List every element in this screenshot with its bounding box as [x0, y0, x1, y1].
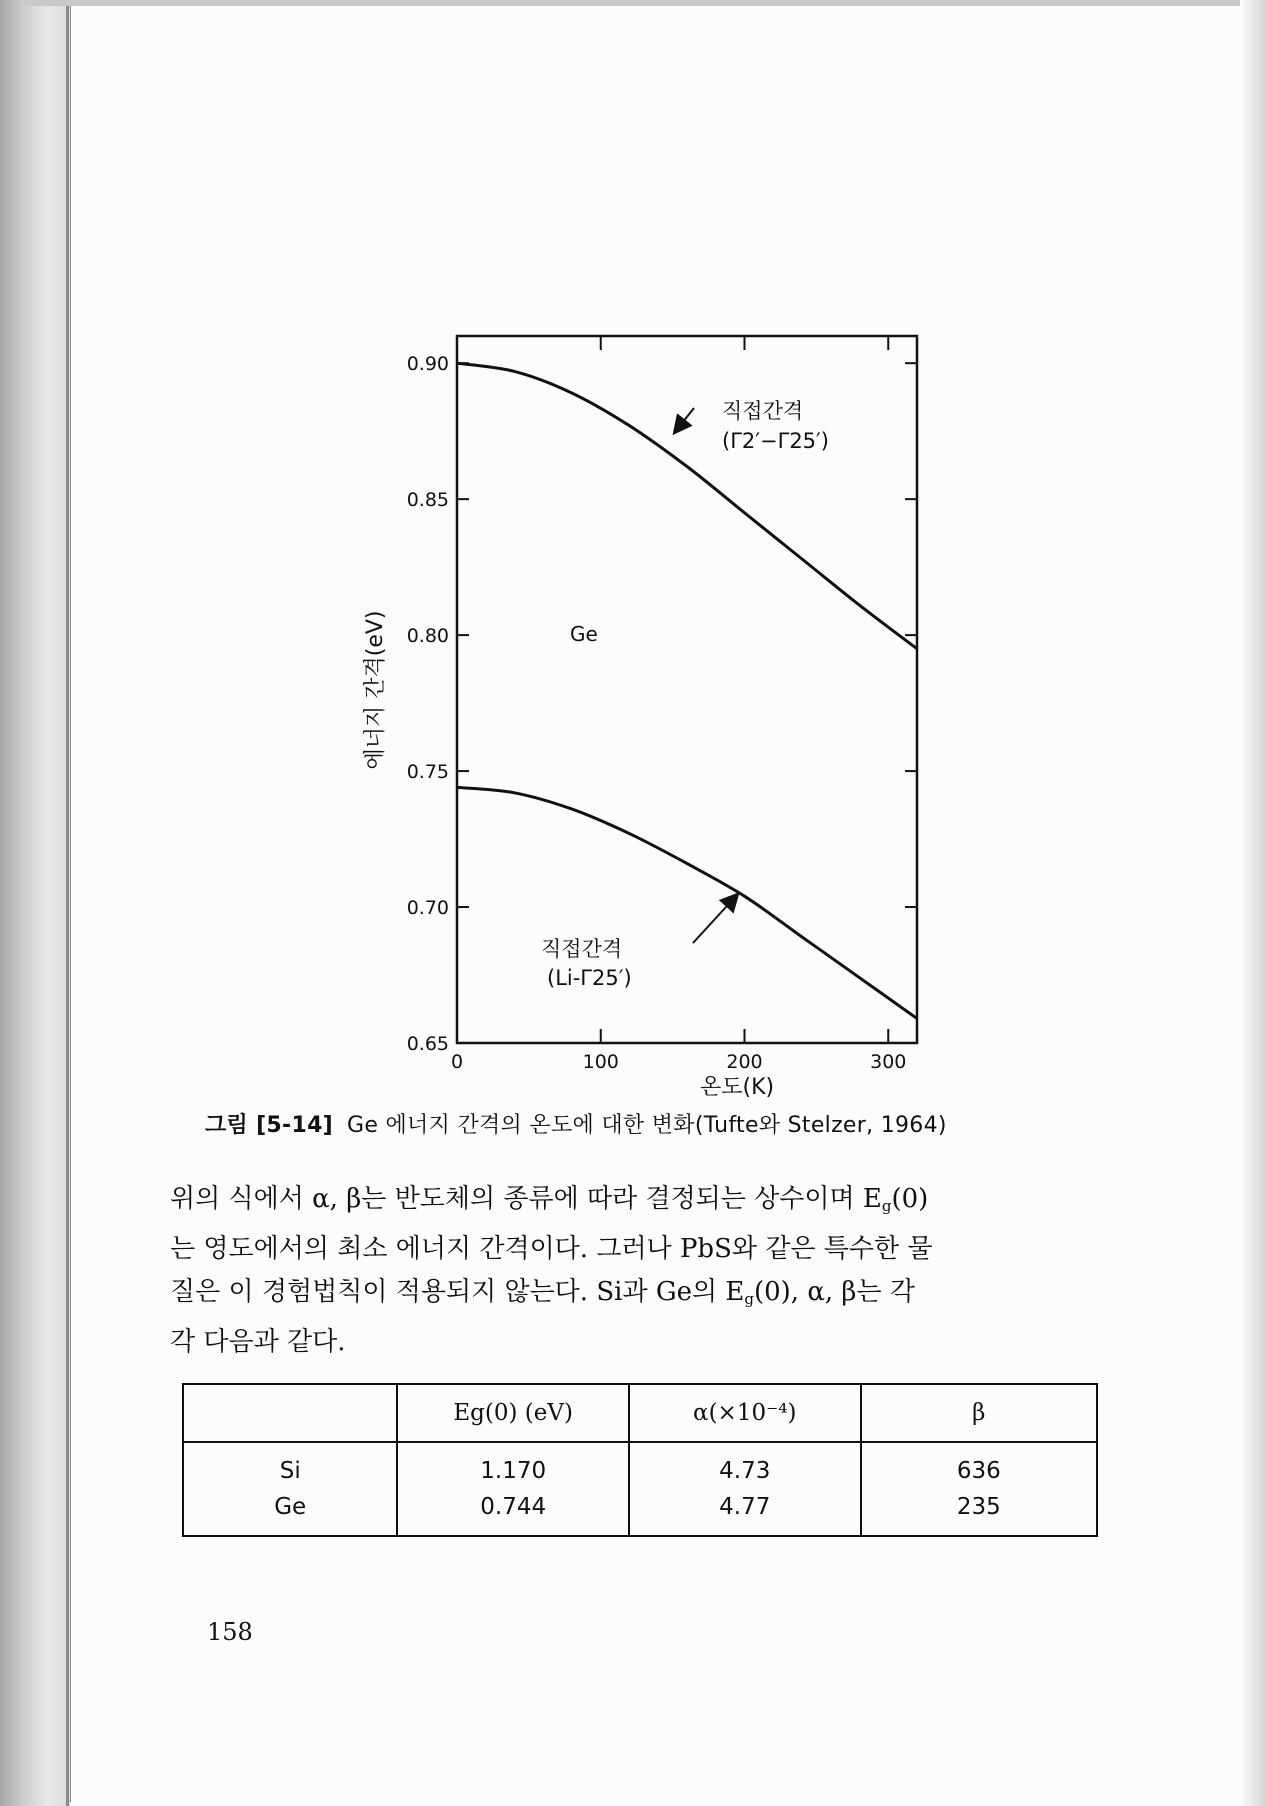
- series-line-gamma: [457, 363, 917, 649]
- table-header-alpha: α(×10⁻⁴): [629, 1384, 861, 1442]
- paragraph-line: 는 영도에서의 최소 에너지 간격이다. 그러나 PbS와 같은 특수한 물: [170, 1234, 933, 1264]
- constants-table: [182, 1383, 1098, 1537]
- table-cell: 636: [861, 1442, 1097, 1489]
- paragraph-line: 질은 이 경험법칙이 적용되지 않는다. Si과 Ge의 $E_g(0)$, α, β는 각: [170, 1277, 915, 1308]
- paragraph-line: 위의 식에서 α, β는 반도체의 종류에 따라 결정되는 상수이며 $E_g(0)$: [170, 1184, 929, 1215]
- y-tick-label: 0.85: [406, 489, 449, 512]
- material-label: Ge: [570, 622, 598, 646]
- x-tick-label: 0: [450, 1051, 464, 1073]
- table-cell: 1.170: [397, 1442, 629, 1489]
- x-tick-label: 300: [870, 1051, 907, 1073]
- table-cell: 0.744: [397, 1489, 629, 1536]
- series-label-lower-2: (Li-Γ25′): [547, 966, 632, 990]
- figure-number: 그림 [5-14]: [205, 1113, 334, 1138]
- series-label-upper-1: 직접간격: [722, 399, 804, 423]
- series-line-li: [457, 787, 917, 1018]
- arrow-lower: [693, 895, 737, 943]
- table-row: [183, 1489, 1097, 1536]
- series-label-lower-1: 직접간격: [541, 937, 623, 961]
- table-cell: 235: [861, 1489, 1097, 1536]
- y-axis-label: 에너지 간격(eV): [363, 610, 388, 770]
- figure-caption-text: Ge 에너지 간격의 온도에 대한 변화(Tufte와 Stelzer, 1964): [347, 1113, 947, 1138]
- table-cell: Si: [279, 1458, 301, 1484]
- y-tick-label: 0.65: [406, 1033, 449, 1055]
- paragraph-line: 각 다음과 같다.: [170, 1327, 346, 1357]
- body-paragraph: [170, 1178, 1105, 1364]
- page-number: 158: [207, 1618, 253, 1646]
- y-tick-label: 0.70: [406, 897, 449, 920]
- y-tick-label: 0.75: [406, 761, 449, 784]
- series-label-upper-2: (Γ2′−Γ25′): [722, 429, 829, 453]
- table-header-beta: β: [861, 1384, 1097, 1442]
- y-tick-label: 0.90: [406, 353, 449, 376]
- table-cell: Ge: [274, 1494, 307, 1520]
- table-cell: 4.73: [629, 1442, 861, 1489]
- plot-frame: [457, 336, 917, 1043]
- table-cell: 4.77: [629, 1489, 861, 1536]
- figure-caption: [205, 1108, 947, 1139]
- table-row: [183, 1442, 1097, 1489]
- arrow-upper: [675, 408, 694, 432]
- x-axis-label: 온도(K): [700, 1075, 775, 1100]
- table-header-empty: [183, 1384, 397, 1442]
- x-tick-label: 100: [582, 1051, 619, 1073]
- y-tick-label: 0.80: [406, 625, 449, 648]
- x-tick-label: 200: [726, 1051, 763, 1073]
- table-header-eg: Eg(0) (eV): [397, 1384, 629, 1442]
